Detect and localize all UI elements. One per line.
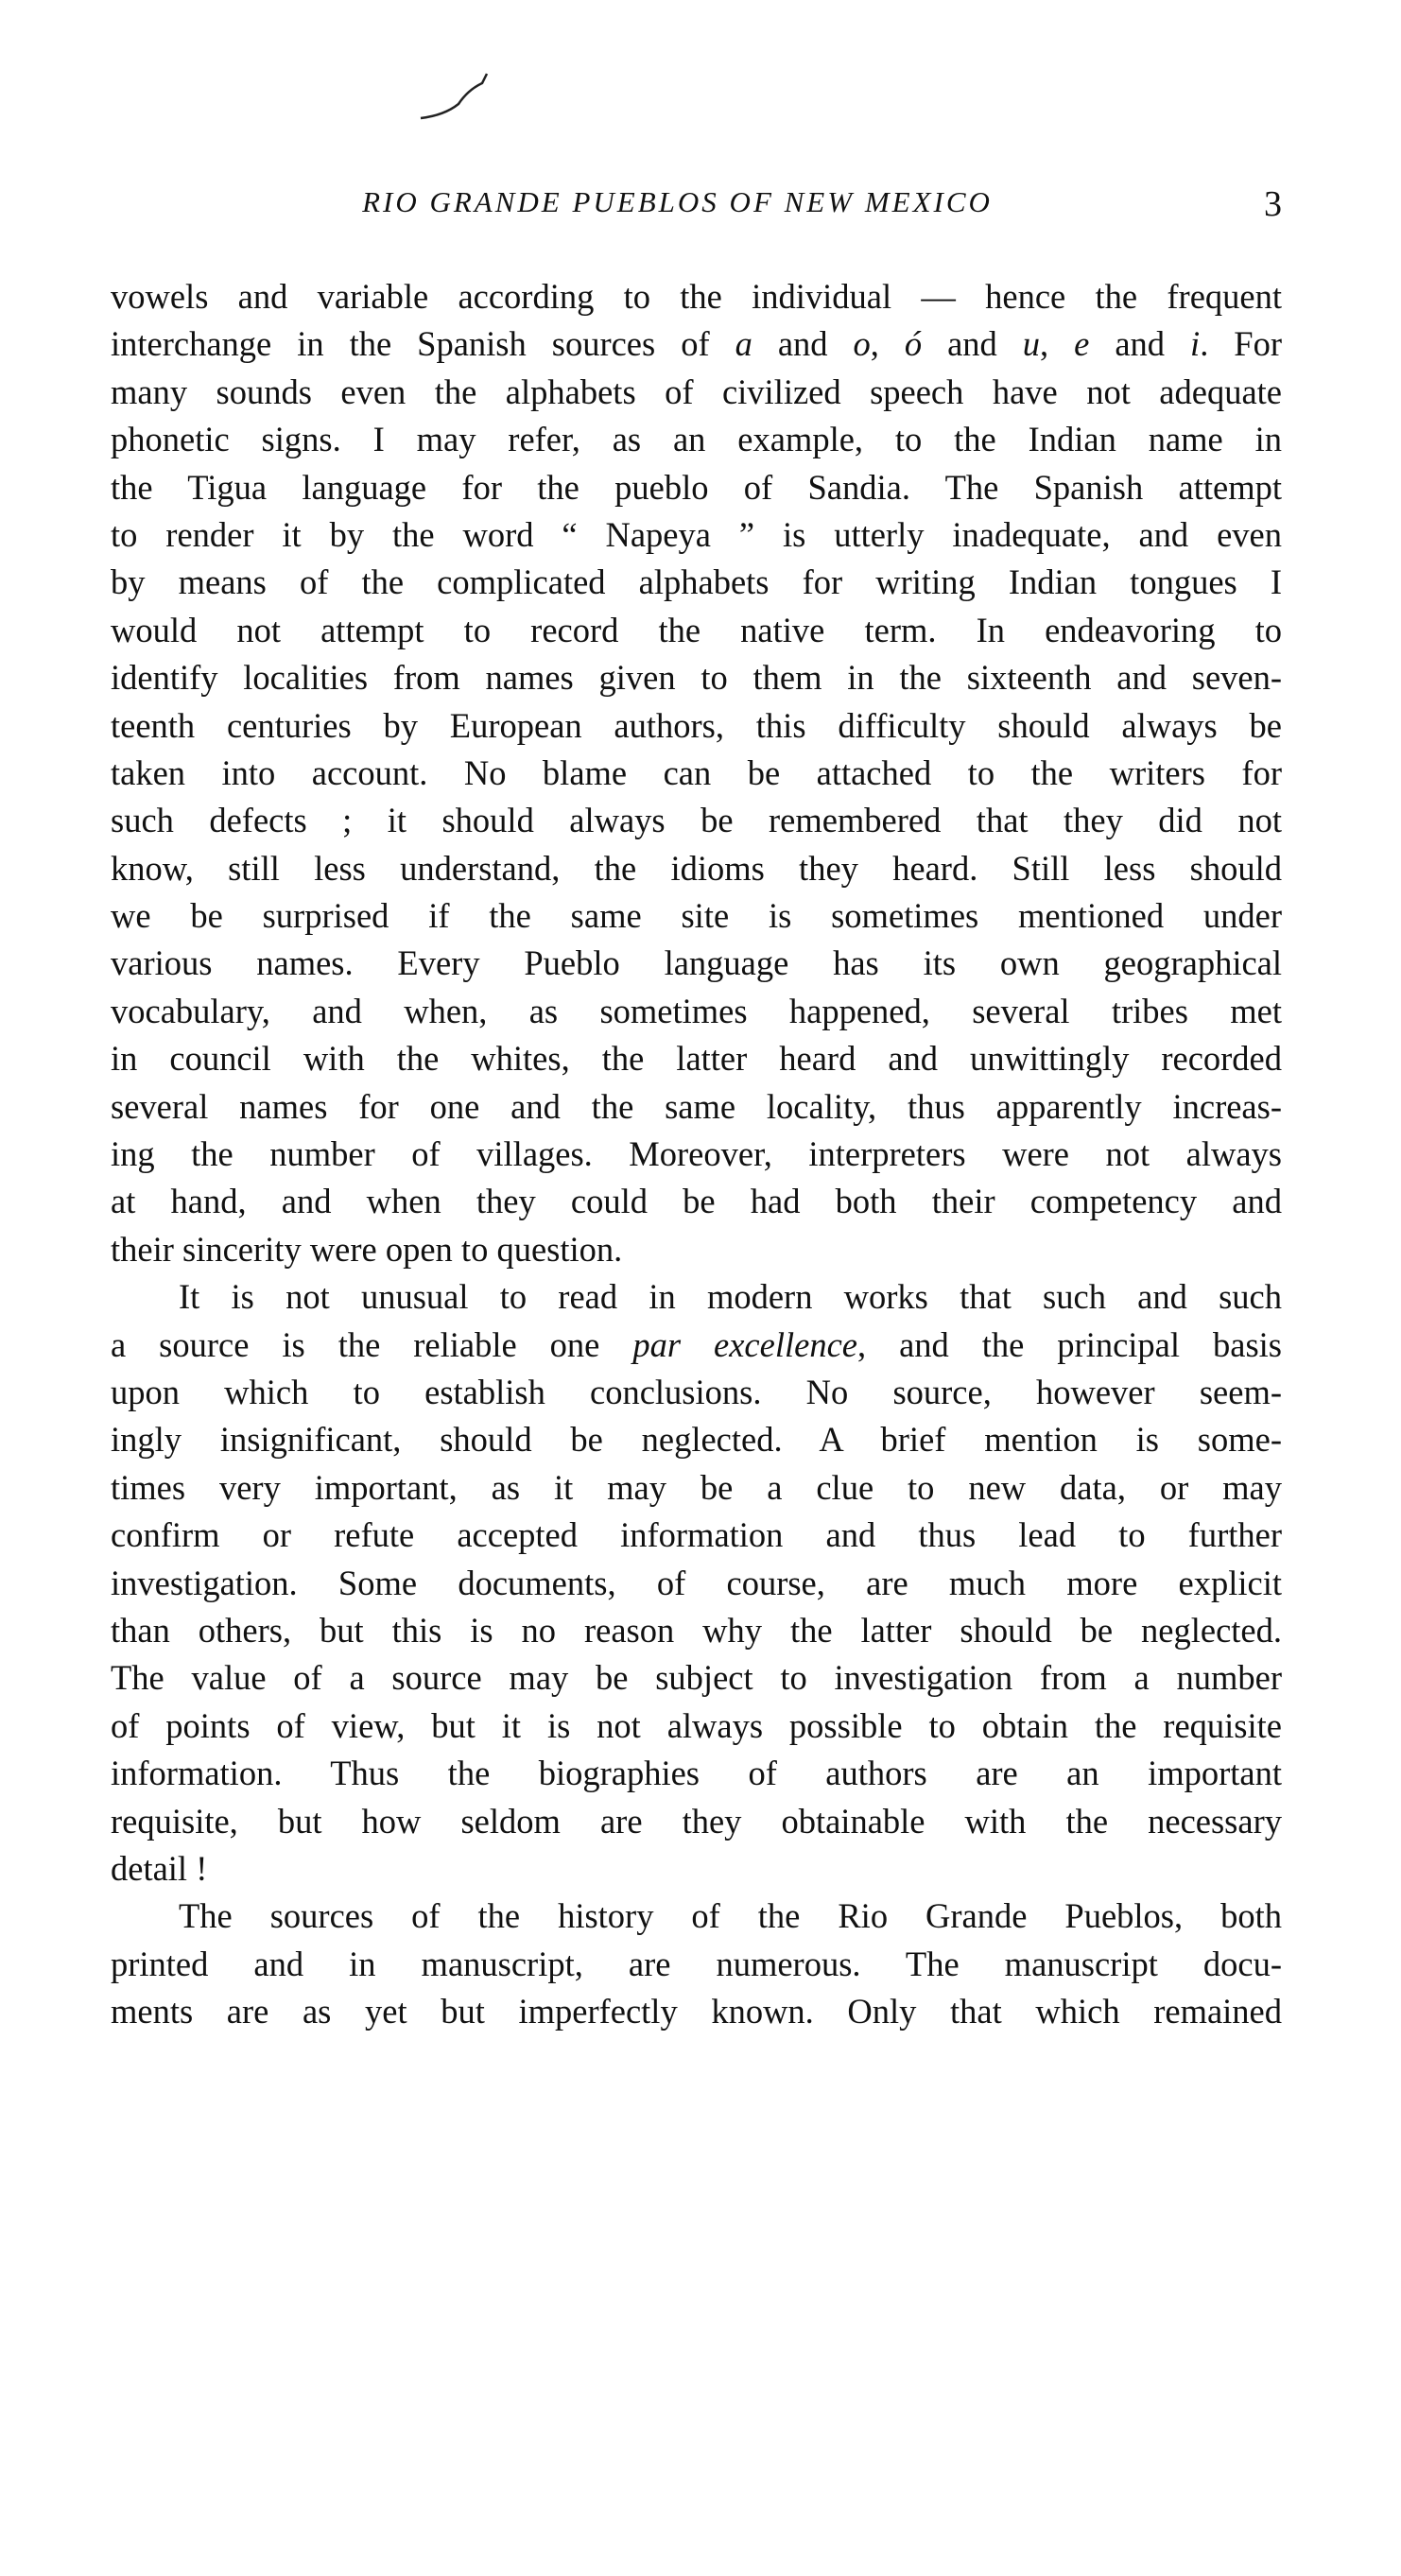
italic-text: i [1190, 324, 1201, 364]
text-line: detail ! [111, 1848, 208, 1888]
text-span: , and the principal basis [856, 1324, 1282, 1364]
text-line: know, still less understand, the idioms they heard. Still less should [111, 848, 1282, 888]
text-line: information. Thus the biographies of authors are an important [111, 1754, 1282, 1793]
text-line: vowels and variable according to the individual — hence the frequent [111, 277, 1282, 316]
text-line: to render it by the word “ Napeya ” is utterly inadequate, and even [111, 514, 1282, 554]
italic-text: ó [904, 324, 923, 364]
text-span: , [870, 324, 905, 364]
text-line: we be surprised if the same site is sometimes mentioned under [111, 896, 1282, 936]
italic-text: u [1022, 324, 1041, 364]
text-span: and [1089, 324, 1191, 364]
text-line: vocabulary, and when, as sometimes happened, several tribes met [111, 991, 1282, 1030]
text-line: confirm or refute accepted information and thus lead to further [111, 1515, 1282, 1555]
text-line: many sounds even the alphabets of civilized speech have not adequate [111, 372, 1282, 411]
text-line: printed and in manuscript, are numerous. The manuscript docu- [111, 1944, 1282, 1983]
paragraph [111, 273, 1282, 1273]
italic-text: par excellence [632, 1324, 857, 1364]
text-line: requisite, but how seldom are they obtainable with the necessary [111, 1801, 1282, 1841]
body-text [111, 273, 1282, 2035]
text-line: ingly insignificant, should be neglected. A brief mention is some- [111, 1420, 1282, 1460]
text-line: times very important, as it may be a clue to new data, or may [111, 1467, 1282, 1507]
text-line: would not attempt to record the native term. In endeavoring to [111, 610, 1282, 649]
text-line: of points of view, but it is not always possible to obtain the requisite [111, 1705, 1282, 1745]
italic-text: e [1074, 324, 1090, 364]
text-line: ing the number of villages. Moreover, interpreters were not always [111, 1134, 1282, 1174]
text-line: by means of the complicated alphabets for writing Indian tongues I [111, 562, 1282, 602]
pencil-mark [416, 66, 520, 123]
paragraph [111, 1273, 1282, 1893]
text-span: . For [1200, 324, 1283, 364]
text-span: a source is the reliable one [111, 1324, 633, 1364]
text-span: , [1040, 324, 1075, 364]
running-head [111, 182, 1282, 229]
text-line: several names for one and the same locality, thus apparently increas- [111, 1086, 1282, 1126]
text-line: the Tigua language for the pueblo of Sandia. The Spanish attempt [111, 467, 1282, 507]
text-line: The sources of the history of the Rio Grande Pueblos, both [179, 1896, 1282, 1936]
italic-text: a [735, 324, 752, 364]
text-line: their sincerity were open to question. [111, 1229, 623, 1269]
text-line: ments are as yet but imperfectly known. Only that which remained [111, 1992, 1282, 2031]
text-line [111, 320, 1282, 368]
text-line: taken into account. No blame can be attached to the writers for [111, 752, 1282, 792]
text-line: It is not unusual to read in modern works that such and such [179, 1277, 1282, 1317]
text-line: The value of a source may be subject to investigation from a number [111, 1658, 1282, 1698]
text-line: teenth centuries by European authors, this difficulty should always be [111, 705, 1282, 745]
text-line: investigation. Some documents, of course, are much more explicit [111, 1563, 1282, 1602]
text-line [111, 1322, 1282, 1369]
page-number: 3 [1264, 184, 1282, 224]
text-line: at hand, and when they could be had both their competency and [111, 1182, 1282, 1221]
text-line: than others, but this is no reason why the latter should be neglected. [111, 1610, 1282, 1650]
text-line: identify localities from names given to them in the sixteenth and seven- [111, 658, 1282, 698]
italic-text: o [853, 324, 871, 364]
text-line: various names. Every Pueblo language has its own geographical [111, 943, 1282, 983]
paragraph [111, 1893, 1282, 2035]
text-line: in council with the whites, the latter heard and unwittingly recorded [111, 1039, 1282, 1079]
running-head-title: RIO GRANDE PUEBLOS OF NEW MEXICO [362, 185, 993, 218]
text-line: such defects ; it should always be remembered that they did not [111, 801, 1282, 840]
text-line: phonetic signs. I may refer, as an example, to the Indian name in [111, 420, 1282, 459]
text-span: interchange in the Spanish sources of [111, 324, 735, 364]
text-line: upon which to establish conclusions. No source, however seem- [111, 1372, 1282, 1411]
text-span: and [752, 324, 854, 364]
text-span: and [922, 324, 1023, 364]
